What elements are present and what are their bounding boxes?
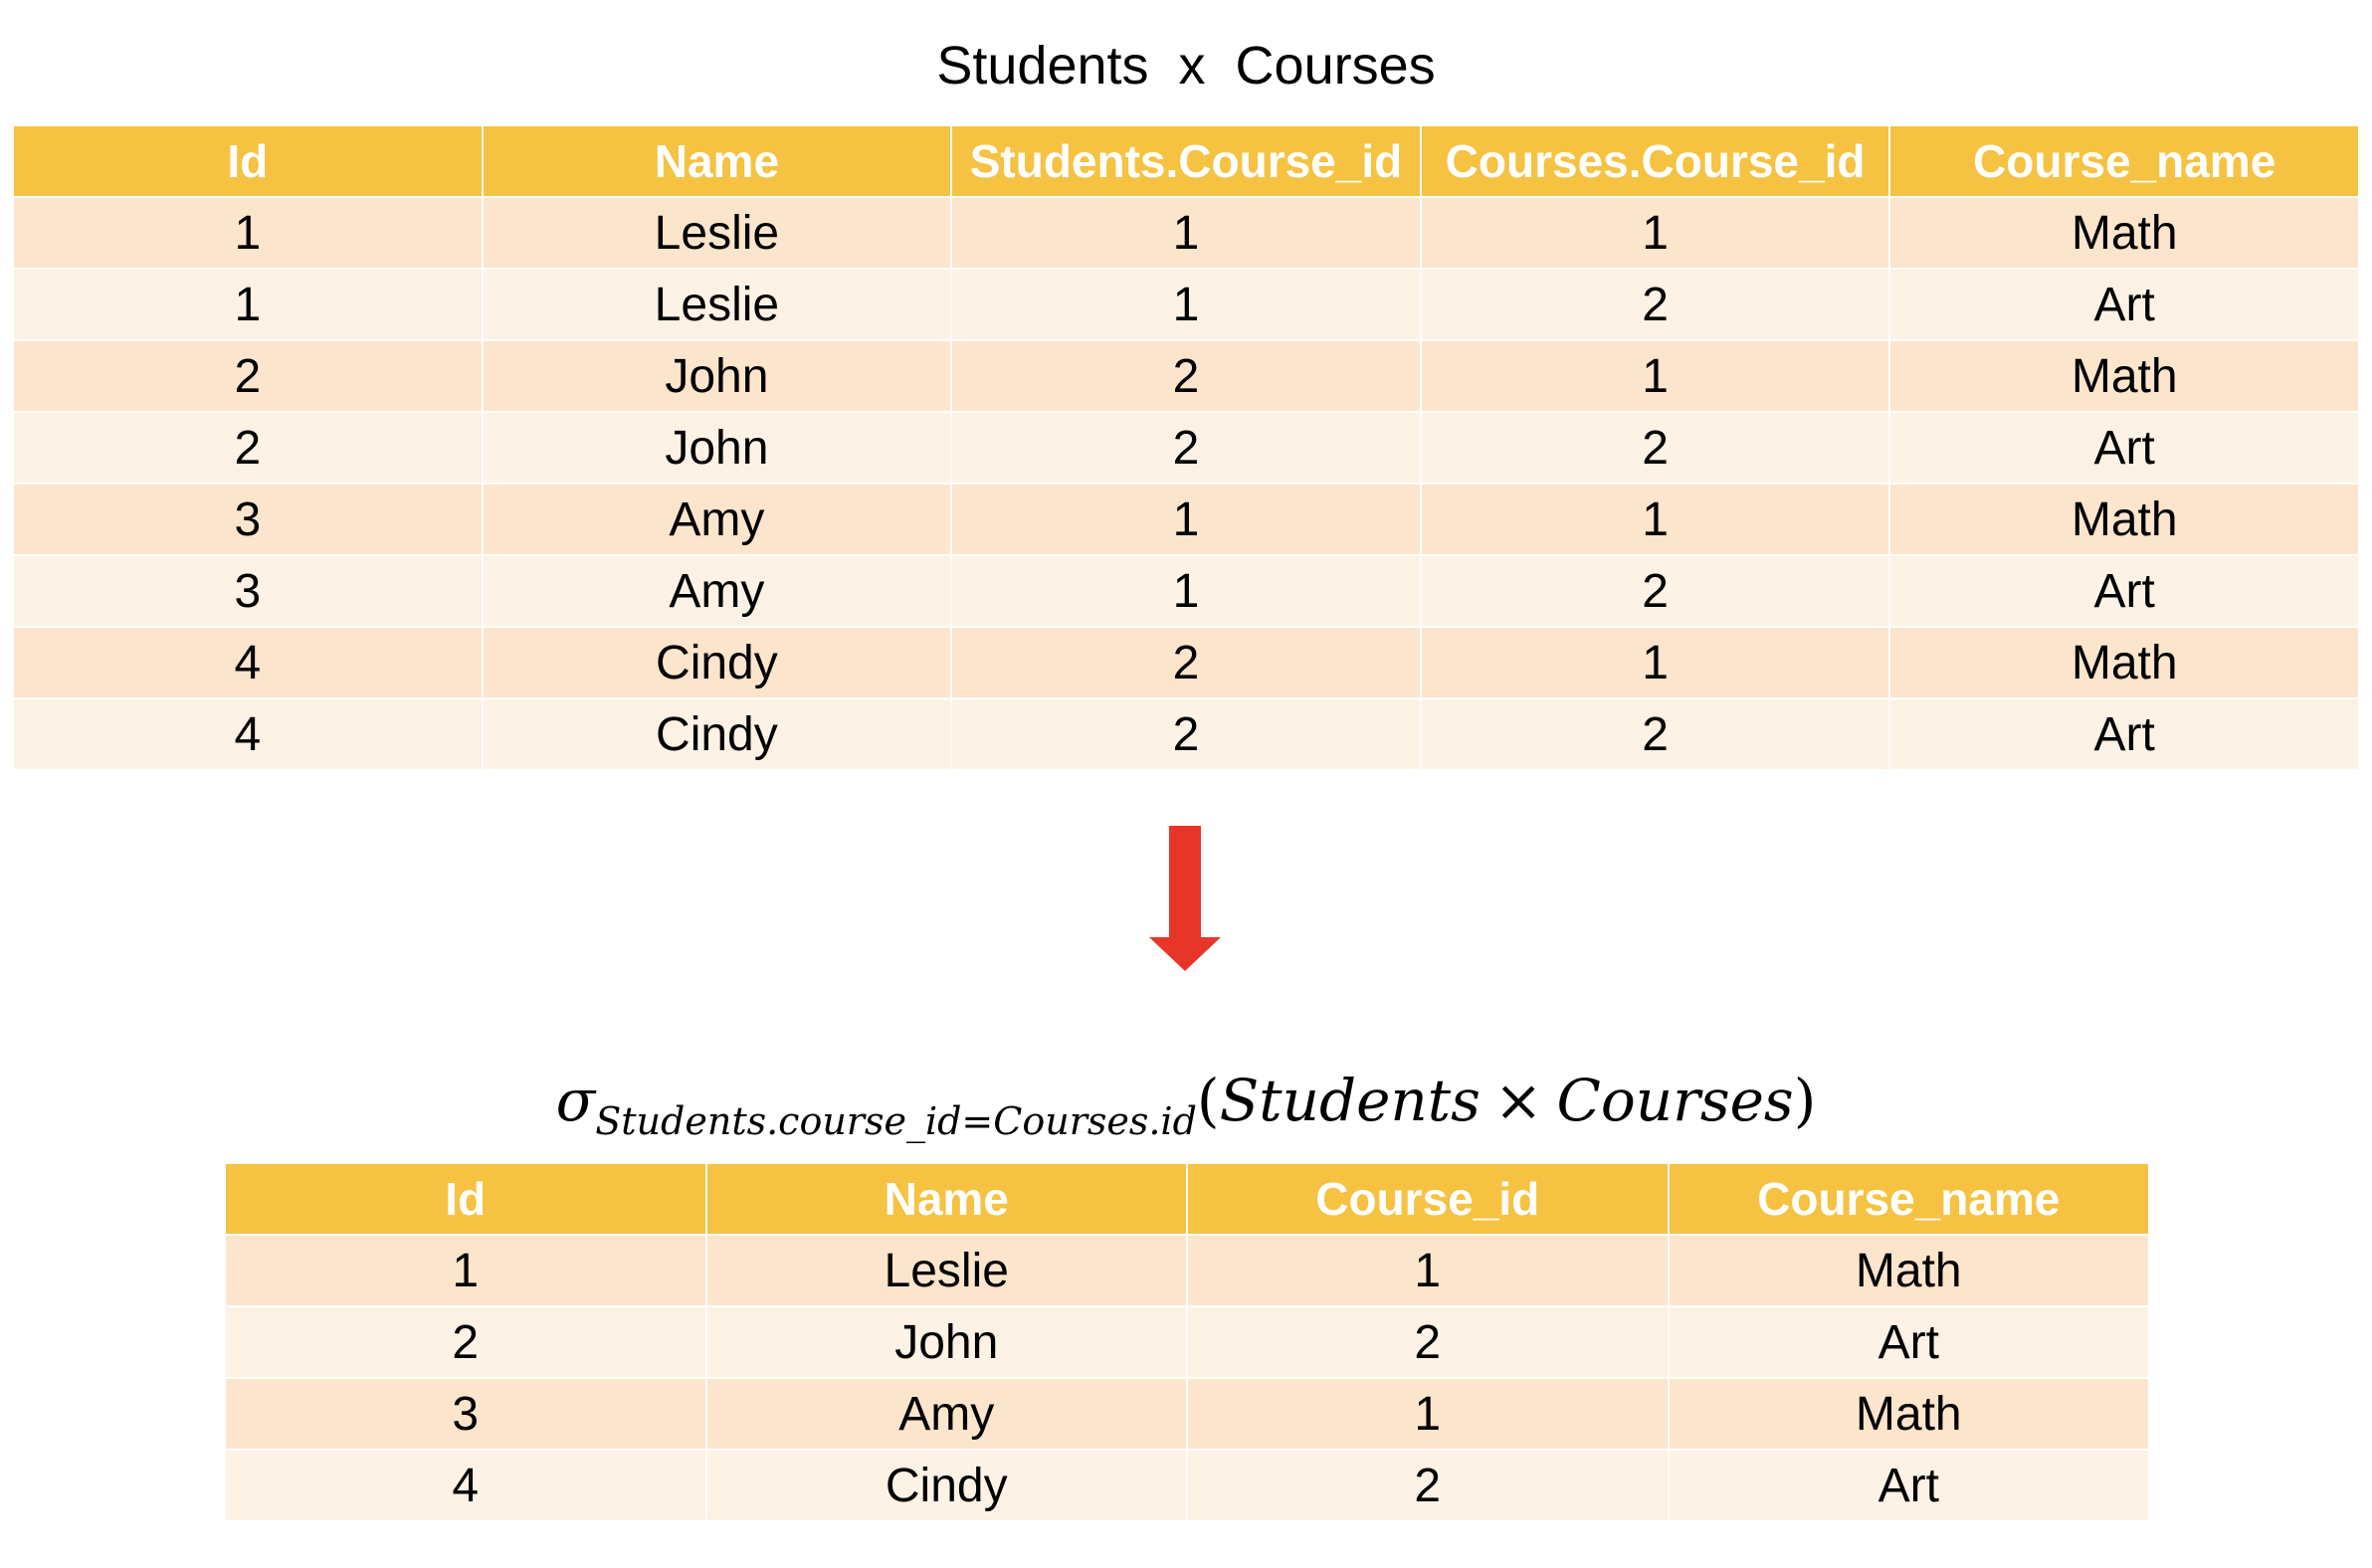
cell-course-name: Art xyxy=(1669,1450,2150,1521)
cell-courses-course-id: 1 xyxy=(1421,484,1890,555)
cell-course-name: Art xyxy=(1889,555,2359,627)
cross-operator: × xyxy=(1493,1067,1543,1134)
table-row xyxy=(225,1235,2149,1306)
header-course-name: Course_name xyxy=(1669,1163,2150,1235)
cell-course-name: Art xyxy=(1889,412,2359,484)
table-row xyxy=(225,1378,2149,1450)
cell-course-name: Math xyxy=(1889,627,2359,698)
cell-course-name: Math xyxy=(1889,197,2359,269)
right-operand: Courses xyxy=(1556,1067,1794,1134)
cell-id: 3 xyxy=(13,555,483,627)
cell-courses-course-id: 2 xyxy=(1421,698,1890,770)
cell-course-name: Math xyxy=(1669,1378,2150,1450)
cell-students-course-id: 1 xyxy=(951,197,1421,269)
down-arrow-icon xyxy=(1149,826,1221,971)
cell-course-id: 2 xyxy=(1187,1306,1669,1378)
cell-name: Cindy xyxy=(483,698,952,770)
open-paren: ( xyxy=(1196,1067,1220,1134)
cell-name: Leslie xyxy=(483,197,952,269)
header-row xyxy=(225,1163,2149,1235)
cell-students-course-id: 2 xyxy=(951,698,1421,770)
cell-id: 2 xyxy=(13,412,483,484)
selection-condition: Students.course_id=Courses.id xyxy=(595,1099,1197,1143)
cell-id: 4 xyxy=(13,698,483,770)
cell-course-name: Math xyxy=(1889,340,2359,412)
cell-course-id: 2 xyxy=(1187,1450,1669,1521)
cell-courses-course-id: 1 xyxy=(1421,627,1890,698)
cell-id: 3 xyxy=(13,484,483,555)
table-row xyxy=(13,269,2359,340)
cell-courses-course-id: 1 xyxy=(1421,197,1890,269)
cell-name: John xyxy=(706,1306,1188,1378)
table-row xyxy=(225,1306,2149,1378)
cell-name: Amy xyxy=(483,555,952,627)
top-table-title: Students x Courses xyxy=(936,36,1436,96)
cell-course-id: 1 xyxy=(1187,1378,1669,1450)
selection-formula xyxy=(0,1053,2372,1148)
header-row xyxy=(13,125,2359,197)
header-courses-course-id: Courses.Course_id xyxy=(1421,125,1890,197)
cell-name: Amy xyxy=(706,1378,1188,1450)
cell-course-name: Art xyxy=(1889,698,2359,770)
cell-courses-course-id: 2 xyxy=(1421,555,1890,627)
cell-name: John xyxy=(483,412,952,484)
table-row xyxy=(13,412,2359,484)
header-id: Id xyxy=(13,125,483,197)
cell-id: 4 xyxy=(225,1450,706,1521)
cell-name: Cindy xyxy=(483,627,952,698)
cell-name: John xyxy=(483,340,952,412)
cell-course-name: Art xyxy=(1889,269,2359,340)
header-id: Id xyxy=(225,1163,706,1235)
cell-name: Amy xyxy=(483,484,952,555)
header-name: Name xyxy=(483,125,952,197)
cell-id: 1 xyxy=(225,1235,706,1306)
cell-name: Leslie xyxy=(483,269,952,340)
header-students-course-id: Students.Course_id xyxy=(951,125,1421,197)
cell-students-course-id: 2 xyxy=(951,412,1421,484)
table-row xyxy=(13,627,2359,698)
cell-students-course-id: 1 xyxy=(951,555,1421,627)
close-paren: ) xyxy=(1793,1067,1817,1134)
table-row xyxy=(13,698,2359,770)
header-course-id: Course_id xyxy=(1187,1163,1669,1235)
table-row xyxy=(225,1450,2149,1521)
table-row xyxy=(13,340,2359,412)
cell-students-course-id: 1 xyxy=(951,484,1421,555)
left-operand: Students xyxy=(1219,1067,1481,1134)
table-row xyxy=(13,555,2359,627)
cell-students-course-id: 1 xyxy=(951,269,1421,340)
cell-students-course-id: 2 xyxy=(951,340,1421,412)
header-name: Name xyxy=(706,1163,1188,1235)
cell-course-name: Math xyxy=(1889,484,2359,555)
cell-id: 2 xyxy=(13,340,483,412)
header-course-name: Course_name xyxy=(1889,125,2359,197)
cell-id: 3 xyxy=(225,1378,706,1450)
cell-students-course-id: 2 xyxy=(951,627,1421,698)
down-arrow-shape xyxy=(1149,826,1221,971)
cell-course-id: 1 xyxy=(1187,1235,1669,1306)
selection-result-table xyxy=(224,1162,2150,1522)
cell-id: 1 xyxy=(13,269,483,340)
cell-course-name: Art xyxy=(1669,1306,2150,1378)
sigma-symbol: σ xyxy=(555,1067,596,1134)
table-row xyxy=(13,197,2359,269)
cell-courses-course-id: 2 xyxy=(1421,412,1890,484)
cell-name: Leslie xyxy=(706,1235,1188,1306)
cell-courses-course-id: 2 xyxy=(1421,269,1890,340)
table-row xyxy=(13,484,2359,555)
cross-product-table xyxy=(12,124,2360,771)
cell-id: 4 xyxy=(13,627,483,698)
cell-id: 1 xyxy=(13,197,483,269)
cell-course-name: Math xyxy=(1669,1235,2150,1306)
cell-name: Cindy xyxy=(706,1450,1188,1521)
cell-id: 2 xyxy=(225,1306,706,1378)
cell-courses-course-id: 1 xyxy=(1421,340,1890,412)
